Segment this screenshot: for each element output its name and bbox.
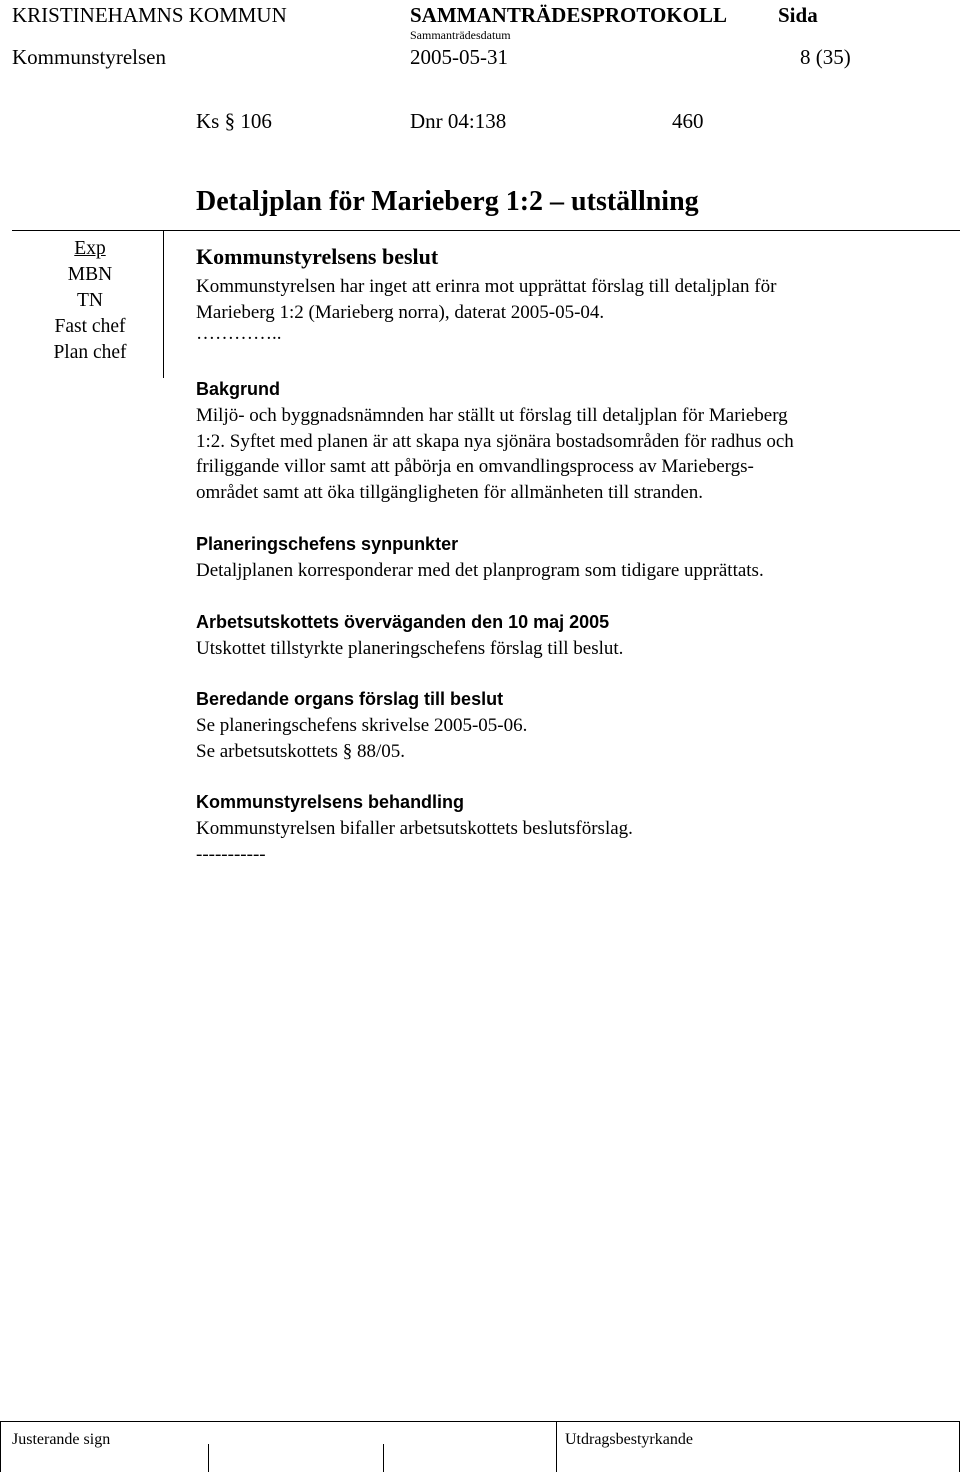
recipient-item: MBN xyxy=(67,264,113,285)
section-body xyxy=(196,636,623,662)
body-line: området samt att öka tillgängligheten för allmänheten till stranden. xyxy=(196,481,704,503)
meeting-date: 2005-05-31 xyxy=(410,45,508,69)
case-dnr: Dnr 04:138 xyxy=(410,109,507,133)
body-line: Kommunstyrelsen har inget att erinra mot upprättat förslag till detaljplan för xyxy=(196,276,777,297)
recipient-item: Fast chef xyxy=(54,316,126,337)
body-name: Kommunstyrelsen xyxy=(12,45,166,69)
document-type: SAMMANTRÄDESPROTOKOLL xyxy=(410,3,727,27)
body-line: Detaljplanen korresponderar med det planprogram som tidigare upprättats. xyxy=(196,560,764,581)
divider-top xyxy=(12,230,960,231)
body-line: 1:2. Syftet med planen är att skapa nya sjönära bostadsområden för radhus och xyxy=(196,430,794,452)
section-heading: Planeringschefens synpunkter xyxy=(196,534,459,554)
footer-middle-divider xyxy=(556,1421,557,1472)
body-line: Se arbetsutskottets § 88/05. xyxy=(196,740,405,762)
extract-label: Utdragsbestyrkande xyxy=(565,1431,693,1448)
section-body xyxy=(196,558,764,584)
org-name: KRISTINEHAMNS KOMMUN xyxy=(12,3,287,27)
recipients-separator xyxy=(163,230,164,378)
body-line: ----------- xyxy=(196,843,266,865)
case-code: 460 xyxy=(672,109,704,133)
recipients-list xyxy=(20,236,160,366)
footer-top-rule xyxy=(0,1421,960,1422)
section-body xyxy=(196,403,794,505)
body-line: Se planeringschefens skrivelse 2005-05-06. xyxy=(196,715,528,736)
page-label: Sida xyxy=(778,3,818,27)
footer-left-border xyxy=(0,1421,1,1472)
body-line: friliggande villor samt att påbörja en omvandlingsprocess av Mariebergs- xyxy=(196,456,754,477)
body-line: Marieberg 1:2 (Marieberg norra), daterat 2005-05-04. xyxy=(196,301,605,323)
section-heading: Arbetsutskottets överväganden den 10 maj 2005 xyxy=(196,612,610,632)
page-title: Detaljplan för Marieberg 1:2 – utställning xyxy=(196,186,699,217)
body-line: Miljö- och byggnadsnämnden har ställt ut förslag till detaljplan för Marieberg xyxy=(196,405,788,426)
section-body xyxy=(196,816,633,867)
section-heading: Kommunstyrelsens beslut xyxy=(196,244,439,269)
body-line: Utskottet tillstyrkte planeringschefens förslag till beslut. xyxy=(196,638,624,659)
section-heading: Beredande organs förslag till beslut xyxy=(196,689,504,709)
justering-label: Justerande sign xyxy=(12,1431,111,1448)
signature-divider xyxy=(383,1444,384,1472)
section-heading: Kommunstyrelsens behandling xyxy=(196,792,465,812)
section-body xyxy=(196,274,776,343)
date-label: Sammanträdesdatum xyxy=(410,28,511,42)
section-body xyxy=(196,713,527,764)
body-line: Kommunstyrelsen bifaller arbetsutskottets beslutsförslag. xyxy=(196,818,633,839)
case-paragraph: Ks § 106 xyxy=(196,109,272,133)
recipient-item: TN xyxy=(77,290,103,311)
body-line: ………….. xyxy=(196,323,282,344)
recipient-item: Exp xyxy=(74,238,106,259)
signature-divider xyxy=(208,1444,209,1472)
page-number: 8 (35) xyxy=(800,45,851,69)
section-heading: Bakgrund xyxy=(196,379,281,399)
recipient-item: Plan chef xyxy=(53,342,127,363)
